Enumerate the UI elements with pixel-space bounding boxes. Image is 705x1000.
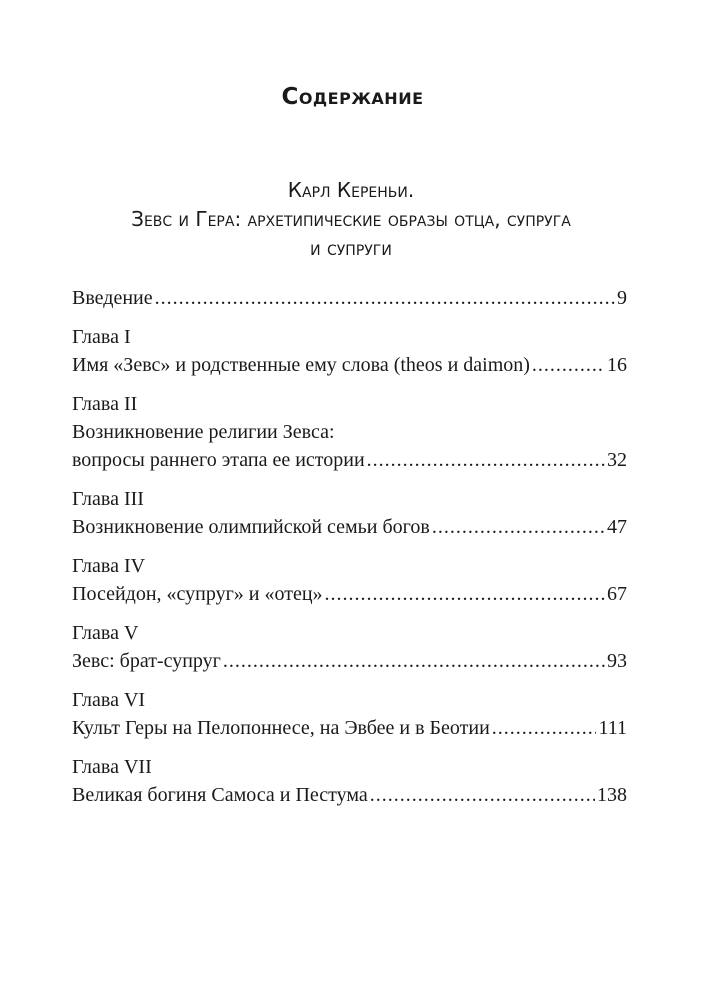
dot-leader — [155, 284, 615, 312]
dot-leader — [325, 580, 605, 608]
toc-entry-chapter-2[interactable] — [72, 390, 627, 474]
toc-entry-title-line: Возникновение религии Зевса: — [72, 421, 335, 443]
toc-entry-title: Посейдон, «супруг» и «отец» — [72, 583, 323, 605]
toc-entry-chapter-3[interactable] — [72, 485, 627, 541]
toc-entry-title: Великая богиня Самоса и Пестума — [72, 784, 368, 806]
chapter-label: Глава V — [72, 622, 139, 644]
toc-entry-introduction[interactable] — [72, 284, 627, 312]
toc-entry-title: Имя «Зевс» и родственные ему слова (theos и daimon) — [72, 354, 530, 376]
chapter-label: Глава VI — [72, 689, 146, 711]
dot-leader — [223, 647, 605, 675]
book-author: Карл Кереньи. — [287, 178, 415, 202]
toc-line — [72, 351, 627, 379]
toc-page-number: 47 — [607, 516, 627, 538]
toc-line — [72, 781, 627, 809]
toc-line — [72, 580, 627, 608]
toc-line — [72, 446, 627, 474]
toc-page-number: 93 — [607, 650, 627, 672]
toc-page-number: 138 — [597, 784, 627, 806]
chapter-label: Глава VII — [72, 756, 152, 778]
dot-leader — [492, 714, 597, 742]
chapter-label: Глава III — [72, 488, 144, 510]
toc-entry-title: Введение — [72, 287, 153, 309]
toc-line — [72, 714, 627, 742]
page-title: Содержание — [281, 84, 424, 110]
toc-line — [72, 513, 627, 541]
toc-entry-chapter-5[interactable] — [72, 619, 627, 675]
toc-page-number: 9 — [617, 287, 627, 309]
toc-page-number: 67 — [607, 583, 627, 605]
dot-leader — [532, 351, 605, 379]
toc-entry-title: Возникновение олимпийской семьи богов — [72, 516, 430, 538]
toc-line — [72, 284, 627, 312]
toc-page-number: 111 — [598, 717, 627, 739]
toc-entry-title: вопросы раннего этапа ее истории — [72, 449, 365, 471]
toc-line — [72, 647, 627, 675]
dot-leader — [370, 781, 595, 809]
toc-page-number: 16 — [607, 354, 627, 376]
toc-page-number: 32 — [607, 449, 627, 471]
chapter-label: Глава II — [72, 393, 138, 415]
book-title-line: и супруги — [310, 236, 392, 260]
book-title-line: Зевс и Гера: архетипические образы отца, супруга — [131, 207, 571, 231]
toc-entry-chapter-4[interactable] — [72, 552, 627, 608]
table-of-contents — [72, 284, 627, 820]
toc-entry-chapter-7[interactable] — [72, 753, 627, 809]
dot-leader — [367, 446, 605, 474]
dot-leader — [432, 513, 605, 541]
chapter-label: Глава IV — [72, 555, 146, 577]
chapter-label: Глава I — [72, 326, 131, 348]
toc-entry-title: Зевс: брат-супруг — [72, 650, 221, 672]
toc-entry-chapter-1[interactable] — [72, 323, 627, 379]
toc-entry-chapter-6[interactable] — [72, 686, 627, 742]
book-title-block — [72, 176, 630, 263]
toc-entry-title: Культ Геры на Пелопоннесе, на Эвбее и в Беотии — [72, 717, 490, 739]
